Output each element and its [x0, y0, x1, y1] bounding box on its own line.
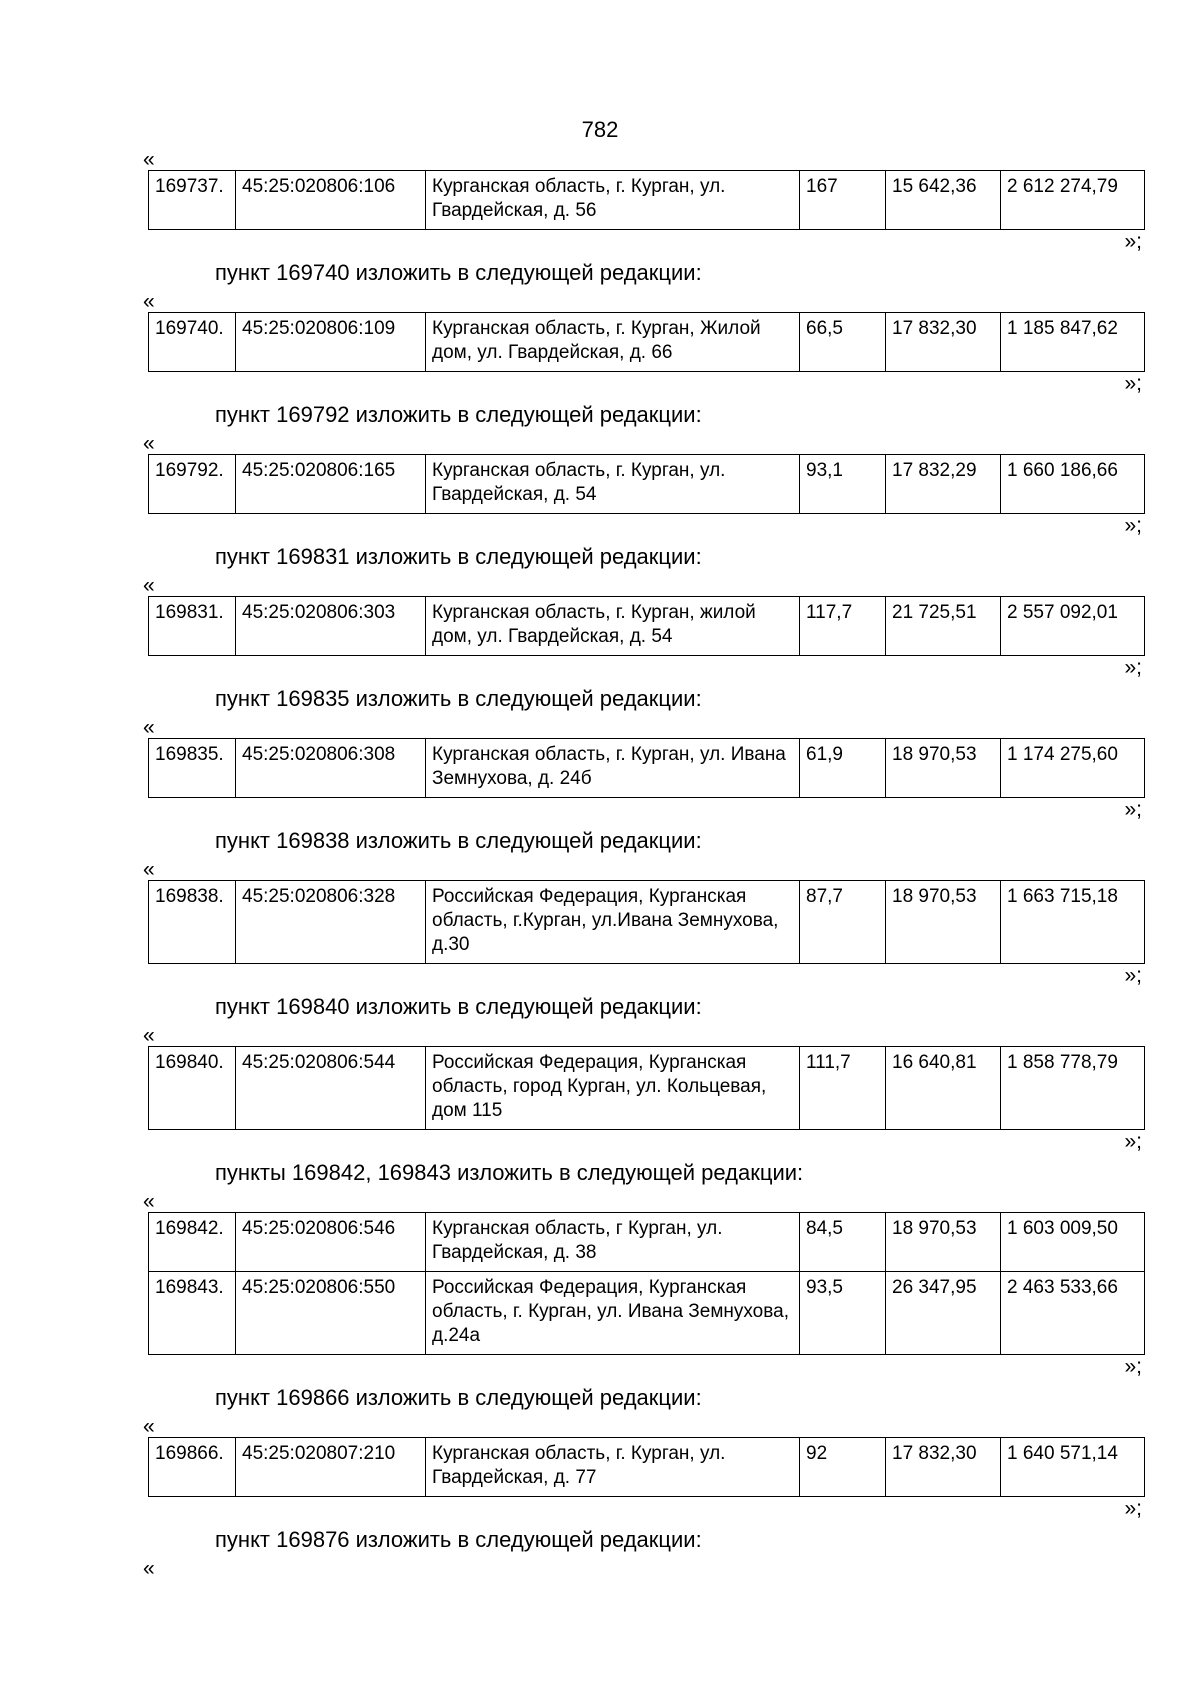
unit-value-cell: 17 832,30 — [886, 313, 1001, 372]
amendment-table — [148, 170, 1145, 230]
close-quote: »; — [1124, 372, 1142, 395]
open-quote: « — [143, 432, 155, 455]
amendment-table — [148, 1046, 1145, 1130]
amendment-block — [0, 822, 1200, 988]
close-quote: »; — [1124, 656, 1142, 679]
unit-value-cell: 17 832,30 — [886, 1438, 1001, 1497]
area-cell: 84,5 — [800, 1213, 886, 1272]
item-number-cell: 169838. — [149, 881, 236, 964]
amendment-block — [0, 538, 1200, 680]
amendment-instruction: пункт 169876 изложить в следующей редакции: — [215, 1527, 702, 1552]
area-cell: 92 — [800, 1438, 886, 1497]
open-quote: « — [143, 1190, 155, 1213]
amendment-table — [148, 596, 1145, 656]
amendment-table — [148, 738, 1145, 798]
area-cell: 61,9 — [800, 739, 886, 798]
unit-value-cell: 15 642,36 — [886, 171, 1001, 230]
amendment-instruction: пункт 169740 изложить в следующей редакции: — [215, 260, 702, 285]
cadastral-number-cell: 45:25:020806:303 — [236, 597, 426, 656]
table-row — [149, 1047, 1145, 1130]
cadastral-value-cell: 2 612 274,79 — [1001, 171, 1145, 230]
amendment-table — [148, 1212, 1145, 1355]
open-quote: « — [143, 290, 155, 313]
item-number-cell: 169866. — [149, 1438, 236, 1497]
cadastral-value-cell: 2 557 092,01 — [1001, 597, 1145, 656]
unit-value-cell: 18 970,53 — [886, 881, 1001, 964]
close-quote: »; — [1124, 1355, 1142, 1378]
table-row — [149, 597, 1145, 656]
cadastral-number-cell: 45:25:020806:546 — [236, 1213, 426, 1272]
cadastral-number-cell: 45:25:020806:106 — [236, 171, 426, 230]
amendment-block — [0, 1379, 1200, 1521]
amendment-instruction: пункт 169831 изложить в следующей редакции: — [215, 544, 702, 569]
amendment-block — [0, 1521, 1200, 1579]
open-quote: « — [143, 148, 155, 171]
cadastral-number-cell: 45:25:020807:210 — [236, 1438, 426, 1497]
area-cell: 66,5 — [800, 313, 886, 372]
area-cell: 167 — [800, 171, 886, 230]
open-quote: « — [143, 858, 155, 881]
table-row — [149, 739, 1145, 798]
open-quote: « — [143, 1415, 155, 1438]
unit-value-cell: 26 347,95 — [886, 1272, 1001, 1355]
amendment-block — [0, 988, 1200, 1154]
amendment-block — [0, 396, 1200, 538]
amendment-table — [148, 1437, 1145, 1497]
table-row — [149, 1438, 1145, 1497]
amendment-instruction: пункт 169835 изложить в следующей редакции: — [215, 686, 702, 711]
address-cell: Курганская область, г Курган, ул. Гвардейская, д. 38 — [426, 1213, 800, 1272]
amendment-instruction: пункт 169840 изложить в следующей редакции: — [215, 994, 702, 1019]
address-cell: Российская Федерация, Курганская область, город Курган, ул. Кольцевая, дом 115 — [426, 1047, 800, 1130]
item-number-cell: 169835. — [149, 739, 236, 798]
unit-value-cell: 16 640,81 — [886, 1047, 1001, 1130]
close-quote: »; — [1124, 798, 1142, 821]
open-quote: « — [143, 574, 155, 597]
amendment-table — [148, 880, 1145, 964]
page-number: 782 — [581, 117, 619, 142]
address-cell: Курганская область, г. Курган, ул. Ивана Земнухова, д. 24б — [426, 739, 800, 798]
unit-value-cell: 18 970,53 — [886, 1213, 1001, 1272]
document-body — [0, 150, 1200, 1579]
cadastral-number-cell: 45:25:020806:109 — [236, 313, 426, 372]
cadastral-number-cell: 45:25:020806:550 — [236, 1272, 426, 1355]
amendment-table — [148, 312, 1145, 372]
cadastral-value-cell: 1 640 571,14 — [1001, 1438, 1145, 1497]
table-row — [149, 313, 1145, 372]
cadastral-number-cell: 45:25:020806:544 — [236, 1047, 426, 1130]
address-cell: Курганская область, г. Курган, ул. Гвардейская, д. 54 — [426, 455, 800, 514]
table-row — [149, 1272, 1145, 1355]
unit-value-cell: 21 725,51 — [886, 597, 1001, 656]
amendment-instruction: пункт 169838 изложить в следующей редакции: — [215, 828, 702, 853]
open-quote: « — [143, 1557, 155, 1580]
close-quote: »; — [1124, 1497, 1142, 1520]
close-quote: »; — [1124, 1130, 1142, 1153]
area-cell: 111,7 — [800, 1047, 886, 1130]
amendment-table — [148, 454, 1145, 514]
item-number-cell: 169843. — [149, 1272, 236, 1355]
table-row — [149, 881, 1145, 964]
address-cell: Курганская область, г. Курган, ул. Гвардейская, д. 77 — [426, 1438, 800, 1497]
item-number-cell: 169737. — [149, 171, 236, 230]
close-quote: »; — [1124, 230, 1142, 253]
address-cell: Курганская область, г. Курган, Жилой дом, ул. Гвардейская, д. 66 — [426, 313, 800, 372]
amendment-block — [0, 680, 1200, 822]
table-row — [149, 1213, 1145, 1272]
address-cell: Российская Федерация, Курганская область, г.Курган, ул.Ивана Земнухова, д.30 — [426, 881, 800, 964]
cadastral-value-cell: 1 603 009,50 — [1001, 1213, 1145, 1272]
open-quote: « — [143, 1024, 155, 1047]
cadastral-number-cell: 45:25:020806:165 — [236, 455, 426, 514]
cadastral-value-cell: 1 185 847,62 — [1001, 313, 1145, 372]
area-cell: 93,5 — [800, 1272, 886, 1355]
close-quote: »; — [1124, 514, 1142, 537]
cadastral-value-cell: 1 663 715,18 — [1001, 881, 1145, 964]
cadastral-number-cell: 45:25:020806:328 — [236, 881, 426, 964]
amendment-block — [0, 150, 1200, 254]
item-number-cell: 169840. — [149, 1047, 236, 1130]
cadastral-value-cell: 1 660 186,66 — [1001, 455, 1145, 514]
amendment-instruction: пункт 169792 изложить в следующей редакции: — [215, 402, 702, 427]
amendment-instruction: пункты 169842, 169843 изложить в следующей редакции: — [215, 1160, 804, 1185]
open-quote: « — [143, 716, 155, 739]
address-cell: Курганская область, г. Курган, ул. Гвардейская, д. 56 — [426, 171, 800, 230]
cadastral-number-cell: 45:25:020806:308 — [236, 739, 426, 798]
item-number-cell: 169831. — [149, 597, 236, 656]
area-cell: 93,1 — [800, 455, 886, 514]
area-cell: 117,7 — [800, 597, 886, 656]
close-quote: »; — [1124, 964, 1142, 987]
address-cell: Российская Федерация, Курганская область, г. Курган, ул. Ивана Земнухова, д.24а — [426, 1272, 800, 1355]
table-row — [149, 171, 1145, 230]
address-cell: Курганская область, г. Курган, жилой дом, ул. Гвардейская, д. 54 — [426, 597, 800, 656]
unit-value-cell: 17 832,29 — [886, 455, 1001, 514]
amendment-instruction: пункт 169866 изложить в следующей редакции: — [215, 1385, 702, 1410]
item-number-cell: 169792. — [149, 455, 236, 514]
cadastral-value-cell: 2 463 533,66 — [1001, 1272, 1145, 1355]
amendment-block — [0, 1154, 1200, 1379]
table-row — [149, 455, 1145, 514]
cadastral-value-cell: 1 858 778,79 — [1001, 1047, 1145, 1130]
area-cell: 87,7 — [800, 881, 886, 964]
item-number-cell: 169740. — [149, 313, 236, 372]
cadastral-value-cell: 1 174 275,60 — [1001, 739, 1145, 798]
unit-value-cell: 18 970,53 — [886, 739, 1001, 798]
item-number-cell: 169842. — [149, 1213, 236, 1272]
amendment-block — [0, 254, 1200, 396]
